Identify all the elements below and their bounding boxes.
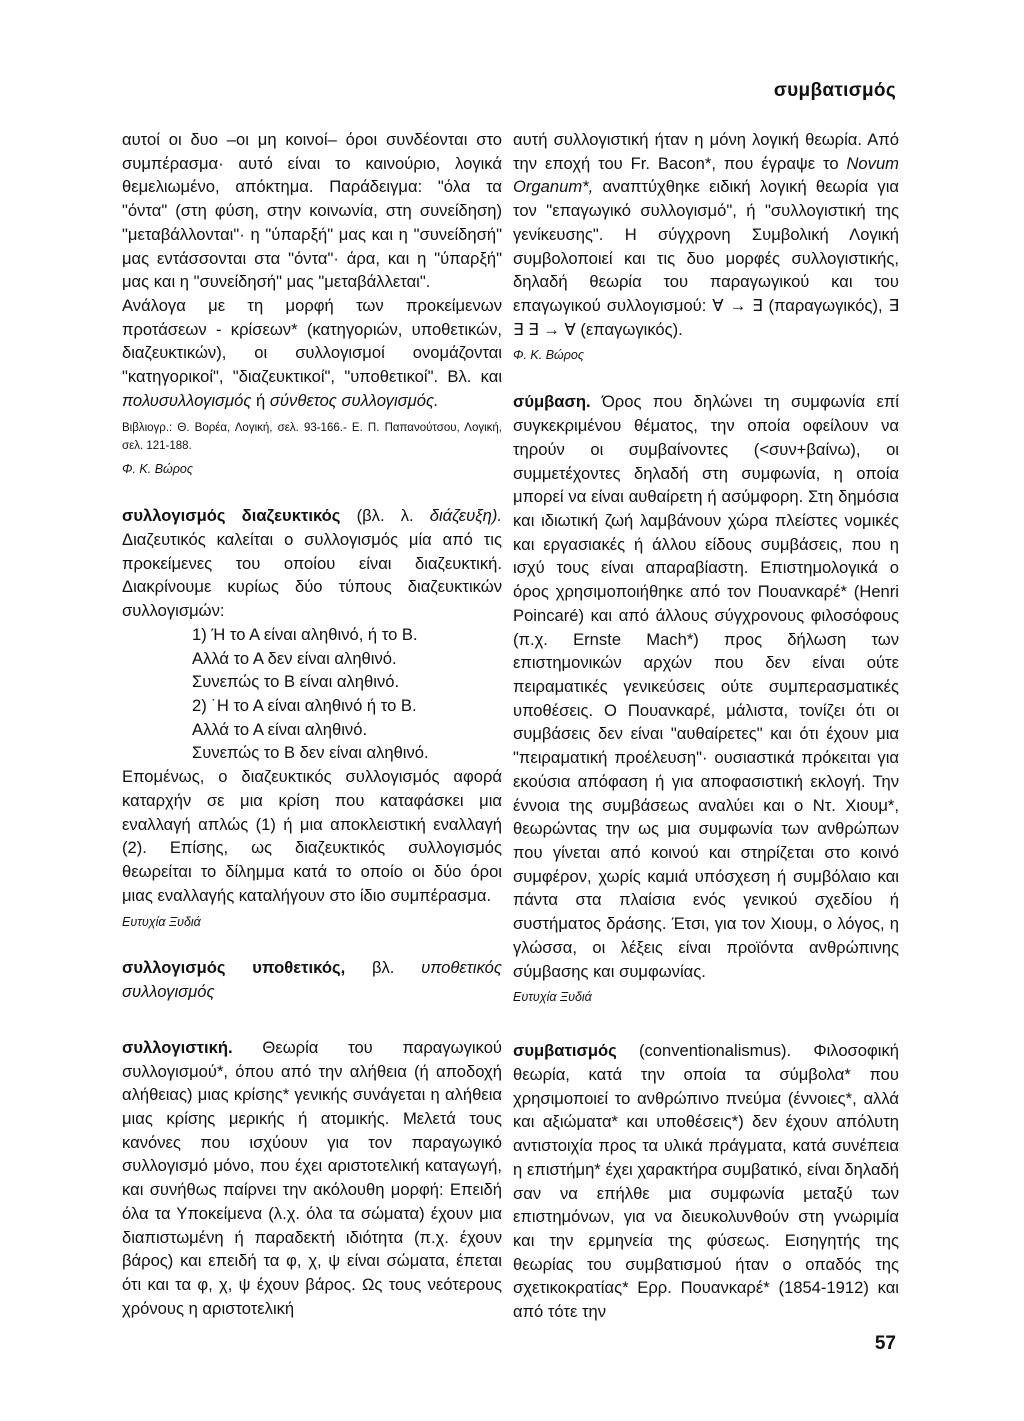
running-head: συμβατισμός [773,80,896,101]
entry-headword: συλλογισμός υποθετικός, [122,958,346,978]
entry-syllogismos-diazeuktikos: συλλογισμός διαζευκτικός (βλ. λ. διάζευξη). Διαζευτικός καλείται ο συλλογισμός μία από τις προκείμενες του οποίου είναι διαζευκτική. Διακρίνουμε κυρίως δύο τύπους διαζευκτικών συλλογισμών: 1) Ή το Α είναι αληθινό, ή το Β. Αλλά το Α δεν είναι αληθινό. Συνεπώς το Β είναι αληθινό. 2) ˙Η το Α είναι αληθινό ή το Β. Αλλά το Α είναι αληθινό. Συνεπώς το Β δεν είναι αληθινό. Επομένως, ο διαζευκτικός συλλογισμός αφορά καταρχήν σε μια κρίση που καταφάσκει μια εναλλαγή απλώς (1) ή μια αποκλειστική εναλλαγή (2). Επίσης, ως διαζευκτικός συλλογισμός θεωρείται το δίλημμα κατά το οποίο οι δύο όροι μιας εναλλαγής καταλήγουν στο ίδιο συμπέρασμα. Ευτυχία Ξυδιά [122,504,502,931]
page-number: 57 [874,1333,896,1354]
author-signature: Φ. Κ. Βώρος [122,462,193,477]
entry-body: Επομένως, ο διαζευκτικός συλλογισμός αφορά καταρχήν σε μια κρίση που καταφάσκει μια εναλλαγή απλώς (1) ή μια αποκλειστική εναλλαγή (2). Επίσης, ως διαζευκτικός συλλογισμός θεωρείται το δίλημμα κατά το οποίο οι δύο όροι μιας εναλλαγής καταλήγουν στο ίδιο συμπέρασμα. [122,767,502,905]
entry-headword: συλλογιστική. [122,1037,233,1057]
entry-syllogismos-ypothetikos: συλλογισμός υποθετικός, βλ. υποθετικός συλλογισμός [122,958,502,1002]
continued-text: αυτοί οι δυο –οι μη κοινοί– όροι συνδέονται στο συμπέρασμα· αυτό είναι το καινούριο, λογικά θεμελιωμένο, απόκτημα. Παράδειγμα: "όλα τα "όντα" (στη φύση, στην κοινωνία, στη συνείδηση) "μεταβάλλονται"· η "ύπαρξή" μας και η "συνείδησή" μας εντάσσονται στα "όντα"· άρα, και η "ύπαρξή" μας και η "συνείδησή" μας "μεταβάλλεται". [122,130,502,292]
author-signature: Ευτυχία Ξυδιά [122,914,201,929]
entry-headword: σύμβαση. [513,392,591,412]
entry-symvatismos: συμβατισμός (conventionalismus). Φιλοσοφική θεωρία, κατά την οποία τα σύμβολα* που χρησιμοποιεί το ανθρώπινο πνεύμα (έννοιες*, αλλά και αξιώματα* και υποθέσεις*) δεν έχουν απόλυτη αντιστοιχία προς τα υλικά πράγματα, κατά συνέπεια η επιστήμη* έχει χαρακτήρα συμβατικό, είναι δηλαδή σαν να επήλθε μια συμφωνία μεταξύ των επιστημόνων, για να διευκολυνθούν στη γνωριμία και την ερμηνεία της φύσεως. Εισηγητής της θεωρίας του συμβατισμού ήταν ο οπαδός της σχετικοκρατίας* Ερρ. Πουανκαρέ* (1854-1912) και από τότε την [513,1041,899,1322]
left-column [122,128,502,1320]
bibliography: Βιβλιογρ.: Θ. Βορέα, Λογική, σελ. 93-166.- Ε. Π. Παπανούτσου, Λογική, σελ. 121-188. [122,421,502,453]
entry-symvasi: σύμβαση. Όρος που δηλώνει τη συμφωνία επί συγκεκριμένου θέματος, την οποία οφείλουν να τηρούν οι συμβαίνοντες (<συν+βαίνω), οι συμμετέχοντες δηλαδή στη συμφωνία, η οποία μπορεί να είναι αυθαίρετη ή ασύμφορη. Στη δημόσια και ιδιωτική ζωή λαμβάνουν χώρα πλείστες νομικές και εργασιακές ή άλλου είδους συμβάσεις, που η ισχύ τους είναι απαραβίαστη. Επιστημολογικά ο όρος χρησιμοποιήθηκε από τον Πουανκαρέ* (Henri Poincaré) και από άλλους σύγχρονους φιλοσόφους (π.χ. Ernste Mach*) προς δήλωση των επιστημονικών αρχών που δεν είναι ούτε πειραματικές γενικεύσεις ούτε συμπερασματικές υποθέσεις. Ο Πουανκαρέ, μάλιστα, τονίζει ότι οι συμβάσεις δεν είναι "αυθαίρετες" και ότι έχουν μια "πειραματική προέλευση"· ουσιαστικά πρόκειται για εκούσια απόφαση ή για αποφασιστική εκλογή. Την έννοια της συμβάσεως αναλύει και ο Ντ. Χιουμ*, θεωρώντας την ως μια συμφωνία των ανθρώπων που γίνεται από κοινού και στηρίζεται στο κοινό συμφέρον, χωρίς καμιά υπόσχεση ή συμβόλαιο και πάντα στα πλαίσια ενός γενικού σχεδίου ή συστήματος δράσης. Έτσι, για τον Χιουμ, ο λόγος, η γλώσσα, οι λέξεις είναι προϊόντα ανθρώπινης σύμβασης και συμφωνίας. Ευτυχία Ξυδιά [513,390,899,1007]
example-1: 1) Ή το Α είναι αληθινό, ή το Β. Αλλά το Α δεν είναι αληθινό. Συνεπώς το Β είναι αληθινό. 2) ˙Η το Α είναι αληθινό ή το Β. Αλλά το Α είναι αληθινό. Συνεπώς το Β δεν είναι αληθινό. [192,624,429,763]
entry-headword: συλλογισμός διαζευκτικός [122,506,341,526]
continued-text: αυτή συλλογιστική ήταν η μόνη λογική θεωρία. Από την εποχή του Fr. Bacon*, που έγραψε το Novum Organum*, αναπτύχθηκε ειδική λογική θεωρία για τον "επαγωγικό συλλογισμό", ή "συλλογιστική της γενίκευσης". Η σύγχρονη Συμβολική Λογική συμβολοποιεί και τις δυο μορφές συλλογιστικής, δηλαδή θεωρία του παραγωγικού και του επαγωγικού συλλογισμού: ∀ → ∃ (παραγωγικός), ∃ ∃ ∃ → ∀ (επαγωγικός). [513,130,899,339]
continued-text-2: Ανάλογα με τη μορφή των προκείμενων προτάσεων - κρίσεων* (κατηγοριών, υποθετικών, διαζευκτικών), οι συλλογισμοί ονομάζονται "κατηγορικοί", "διαζευκτικοί", "υποθετικοί". Βλ. και πολυσυλλογισμός ή σύνθετος συλλογισμός. [122,296,502,410]
author-signature: Ευτυχία Ξυδιά [513,990,592,1005]
author-signature: Φ. Κ. Βώρος [513,348,584,363]
entry-syllogistiki: συλλογιστική. Θεωρία του παραγωγικού συλλογισμού*, όπου από την αλήθεια (ή αποδοχή αλήθειας) μιας κρίσης* γενικής συνάγεται η αλήθεια μιας κρίσης μερικής ή ατομικής. Μελετά τους κανόνες που ισχύουν για τον παραγωγικό συλλογισμό μόνο, που έχει αριστοτελική καταγωγή, και συνήθως παίρνει την ακόλουθη μορφή: Επειδή όλα τα Υποκείμενα (λ.χ. όλα τα σώματα) έχουν μια διαπιστωμένη ή παραδεκτή ιδιότητα (π.χ. έχουν βάρος) και επειδή τα φ, χ, ψ είναι σώματα, έπεται ότι και τα φ, χ, ψ έχουν βάρος. Ως τους νεότερους χρόνους η αριστοτελική [122,1037,502,1318]
entry-headword: συμβατισμός [513,1041,617,1061]
right-column [513,128,899,1324]
